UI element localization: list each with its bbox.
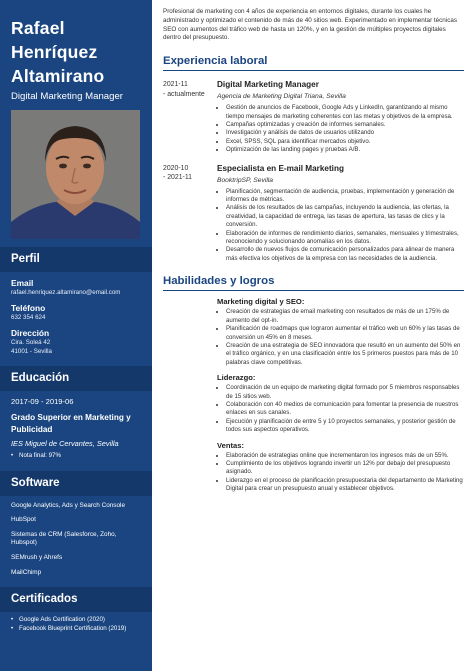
email-label: Email	[11, 278, 34, 288]
skill-point: • Creación de estrategias de email marketing con resultados de más de un 175% de aumento del opt-in.	[226, 308, 464, 325]
professional-summary: Profesional de marketing con 4 años de experiencia en entornos digitales, durante los cuales he administrado y optimizado el contenido de más de 40 sitios web. Experimentado en implementar técnicas SEO con aumentos del tráfico web de hasta un 120%, y en la gestión de múltiples proyectos digitales dentro del presupuesto.	[163, 8, 458, 42]
experience-heading: Experiencia laboral	[163, 55, 464, 71]
software-heading: Software	[0, 471, 152, 496]
phone-value: 632 354 624	[11, 314, 46, 321]
software-item: Sistemas de CRM (Salesforce, Zoho, Hubspot)	[11, 530, 117, 547]
education-date: 2017-09 - 2019-06	[11, 397, 74, 406]
certificates-section	[0, 612, 152, 633]
profile-heading: Perfil	[0, 247, 152, 272]
education-note: • Nota final: 97%	[11, 452, 141, 461]
job-date	[163, 80, 217, 154]
candidate-role: Digital Marketing Manager	[11, 91, 123, 102]
job-entry	[163, 80, 464, 154]
job-company: Agencia de Marketing Digital Triana, Sevilla	[217, 93, 346, 101]
skills-heading: Habilidades y logros	[163, 275, 464, 291]
education-heading: Educación	[0, 366, 152, 391]
education-degree: Grado Superior en Marketing y Publicidad	[11, 413, 131, 434]
job-details	[217, 164, 464, 264]
software-item: HubSpot	[11, 516, 36, 524]
job-entry	[163, 164, 464, 264]
portrait-illustration	[11, 110, 140, 239]
job-point: • Excel, SPSS, SQL para identificar mercados objetivo.	[226, 138, 464, 146]
skill-point: • Coordinación de un equipo de marketing digital formado por 5 miembros responsables de 15 sitios web.	[226, 384, 464, 401]
job-points	[217, 104, 464, 154]
skill-point: • Colaboración con 40 medios de comunicación para fomentar la presencia de nuestros enlaces en sus canales.	[226, 401, 464, 418]
address-label: Dirección	[11, 328, 50, 338]
certificate-item: • Google Ads Certification (2020)	[11, 616, 141, 625]
education-school: IES Miguel de Cervantes, Sevilla	[11, 439, 119, 448]
skill-points	[217, 384, 464, 434]
main-content	[152, 0, 474, 671]
name-line-3: Altamirano	[11, 66, 105, 86]
job-point: • Investigación y análisis de datos de usuarios utilizando	[226, 129, 464, 137]
job-point: • Análisis de los resultados de las campañas, incluyendo la audiencia, las ofertas, la creatividad, la capacidad de entrega, las tasas de apertura, las tasas de clics y la conversión.	[226, 204, 464, 229]
profile-photo	[11, 110, 140, 239]
skill-point: • Creación de una estrategia de SEO innovadora que resultó en un aumento del 50% en el tráfico orgánico, y en una clasificación entre los 5 primeros puestos para más de 10 palabras clave competitivas.	[226, 342, 464, 367]
email-value: rafael.henriquez.altamirano@email.com	[11, 289, 121, 296]
name-line-1: Rafael	[11, 18, 65, 38]
sidebar	[0, 0, 152, 671]
skill-group-title: Marketing digital y SEO:	[217, 297, 305, 307]
skill-point: • Ejecución y planificación de entre 5 y 10 proyectos semanales, y posterior gestión de todos sus aspectos operativos.	[226, 418, 464, 435]
job-details	[217, 80, 464, 154]
skill-point: • Planificación de roadmaps que lograron aumentar el tráfico web un 60% y las tasas de conversión un 45% en 8 meses.	[226, 325, 464, 342]
job-title: Digital Marketing Manager	[217, 80, 319, 90]
job-points	[217, 188, 464, 264]
skill-group-title: Liderazgo:	[217, 373, 256, 383]
phone-label: Teléfono	[11, 303, 46, 313]
name-line-2: Henríquez	[11, 42, 98, 62]
job-point: • Desarrollo de nuevos flujos de comunicación personalizados para alinear de manera más efectiva los objetivos de la empresa con las necesidades de la audiencia.	[226, 246, 464, 263]
skills-section	[163, 297, 464, 493]
job-company: BooktripSP, Sevilla	[217, 176, 274, 184]
job-date	[163, 164, 217, 264]
job-start-date: 2021-11	[163, 81, 188, 89]
address-line-1: Cira. Soleá 42	[11, 339, 51, 346]
job-title: Especialista en E-mail Marketing	[217, 163, 344, 173]
skill-point: • Cumplimiento de los objetivos logrando invertir un 12% por debajo del presupuesto asignado.	[226, 460, 464, 477]
education-section	[0, 397, 152, 461]
certificate-item: • Facebook Blueprint Certification (2019)	[11, 625, 141, 634]
skill-points	[217, 308, 464, 367]
certificates-heading: Certificados	[0, 587, 152, 612]
job-point: • Planificación, segmentación de audiencia, pruebas, implementación y generación de informes de métricas.	[226, 188, 464, 205]
skill-point: • Liderazgo en el proceso de planificación presupuestaria del departamento de Marketing Digital para crear un presupuesto anual y establecer objetivos.	[226, 477, 464, 494]
job-end-date: - actualmente	[163, 90, 205, 98]
job-end-date: - 2021-11	[163, 174, 192, 182]
skill-point: • Elaboración de estrategias online que incrementaron los ingresos más de un 55%.	[226, 452, 464, 460]
address-line-2: 41001 - Sevilla	[11, 348, 52, 355]
job-point: • Gestión de anuncios de Facebook, Google Ads y LinkedIn, garantizando al mismo tiempo mensajes de marketing coherentes con las metas y objetivos de la empresa.	[226, 104, 464, 121]
skill-points	[217, 452, 464, 494]
job-point: • Campañas optimizadas y creación de informes semanales.	[226, 121, 464, 129]
software-item: Google Analytics, Ads y Search Console	[11, 501, 126, 509]
job-point: • Elaboración de informes de rendimiento diarios, semanales, mensuales y trimestrales, reconociendo y solucionando anomalías en los datos.	[226, 230, 464, 247]
software-item: MailChimp	[11, 568, 42, 576]
job-start-date: 2020-10	[163, 164, 189, 172]
candidate-name	[0, 0, 152, 88]
profile-section	[0, 278, 152, 356]
software-item: SEMrush y Ahrefs	[11, 553, 63, 561]
skill-group-title: Ventas:	[217, 440, 245, 450]
job-point: • Optimización de las landing pages y pruebas A/B.	[226, 146, 464, 154]
software-section	[0, 502, 152, 578]
